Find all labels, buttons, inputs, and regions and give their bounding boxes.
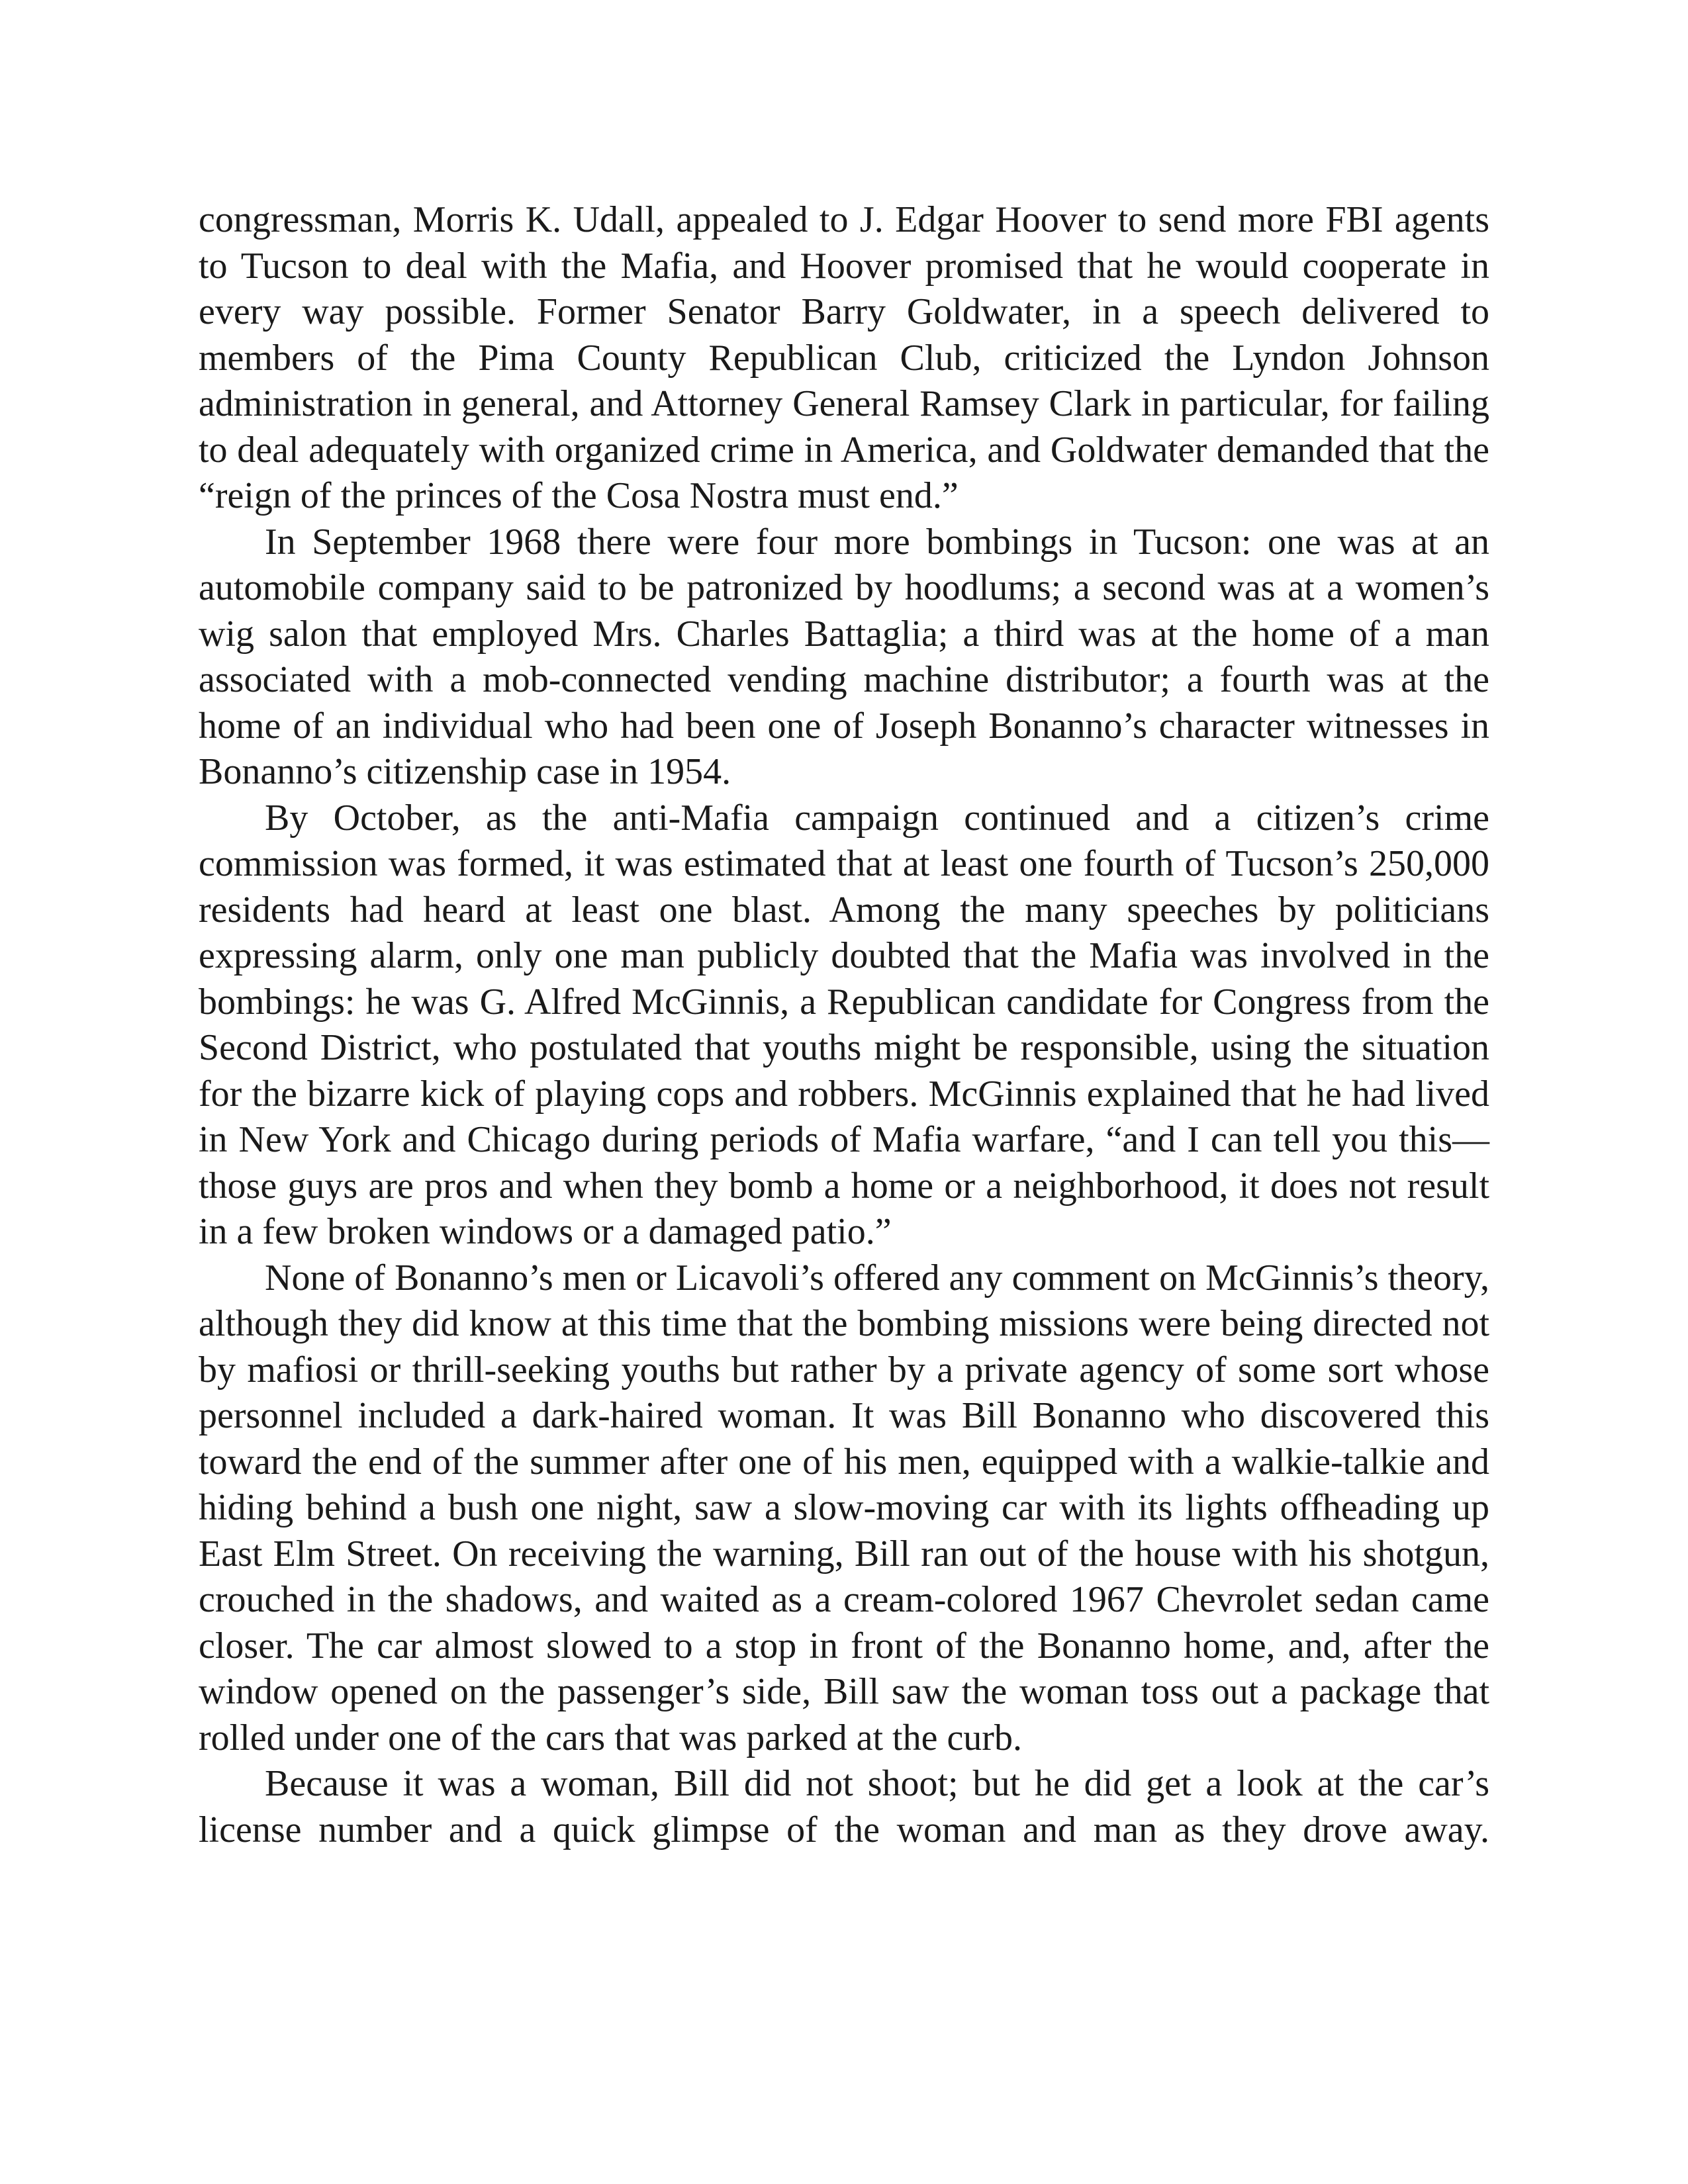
paragraph: In September 1968 there were four more bombings in Tucson: one was at an automobile company said to be patronized by hoodlums; a second was at a women’s wig salon that employed Mrs. Charles Battaglia; a third was at the home of a man associated with a mob-connected vending machine distributor; a fourth was at the home of an individual who had been one of Joseph Bonanno’s character witnesses in Bonanno’s citizenship case in 1954.: [199, 521, 1489, 792]
paragraph: By October, as the anti-Mafia campaign continued and a citizen’s crime commission was formed, it was estimated that at least one fourth of Tucson’s 250,000 residents had heard at least one blast. Among the many speeches by politicians expressing alarm, only one man publicly doubted that the Mafia was involved in the bombings: he was G. Alfred McGinnis, a Republican candidate for Congress from the Second District, who postulated that youths might be responsible, using the situation for the bizarre kick of playing cops and robbers. McGinnis explained that he had lived in New York and Chicago during periods of Mafia warfare, “and I can tell you this—those guys are pros and when they bomb a home or a neighborhood, it does not result in a few broken windows or a damaged patio.”: [199, 797, 1489, 1252]
page-body: [199, 197, 1489, 1853]
paragraph: Because it was a woman, Bill did not shoot; but he did get a look at the car’s license number and a quick glimpse of the woman and man as they drove away.: [199, 1763, 1489, 1850]
paragraph: None of Bonanno’s men or Licavoli’s offered any comment on McGinnis’s theory, although they did know at this time that the bombing missions were being directed not by mafiosi or thrill-seeking youths but rather by a private agency of some sort whose personnel included a dark-haired woman. It was Bill Bonanno who discovered this toward the end of the summer after one of his men, equipped with a walkie-talkie and hiding behind a bush one night, saw a slow-moving car with its lights offheading up East Elm Street. On receiving the warning, Bill ran out of the house with his shotgun, crouched in the shadows, and waited as a cream-colored 1967 Chevrolet sedan came closer. The car almost slowed to a stop in front of the Bonanno home, and, after the window opened on the passenger’s side, Bill saw the woman toss out a package that rolled under one of the cars that was parked at the curb.: [199, 1257, 1489, 1758]
paragraph: congressman, Morris K. Udall, appealed to J. Edgar Hoover to send more FBI agents to Tucson to deal with the Mafia, and Hoover promised that he would cooperate in every way possible. Former Senator Barry Goldwater, in a speech delivered to members of the Pima County Republican Club, criticized the Lyndon Johnson administration in general, and Attorney General Ramsey Clark in particular, for failing to deal adequately with organized crime in America, and Goldwater demanded that the “reign of the princes of the Cosa Nostra must end.”: [199, 199, 1489, 516]
